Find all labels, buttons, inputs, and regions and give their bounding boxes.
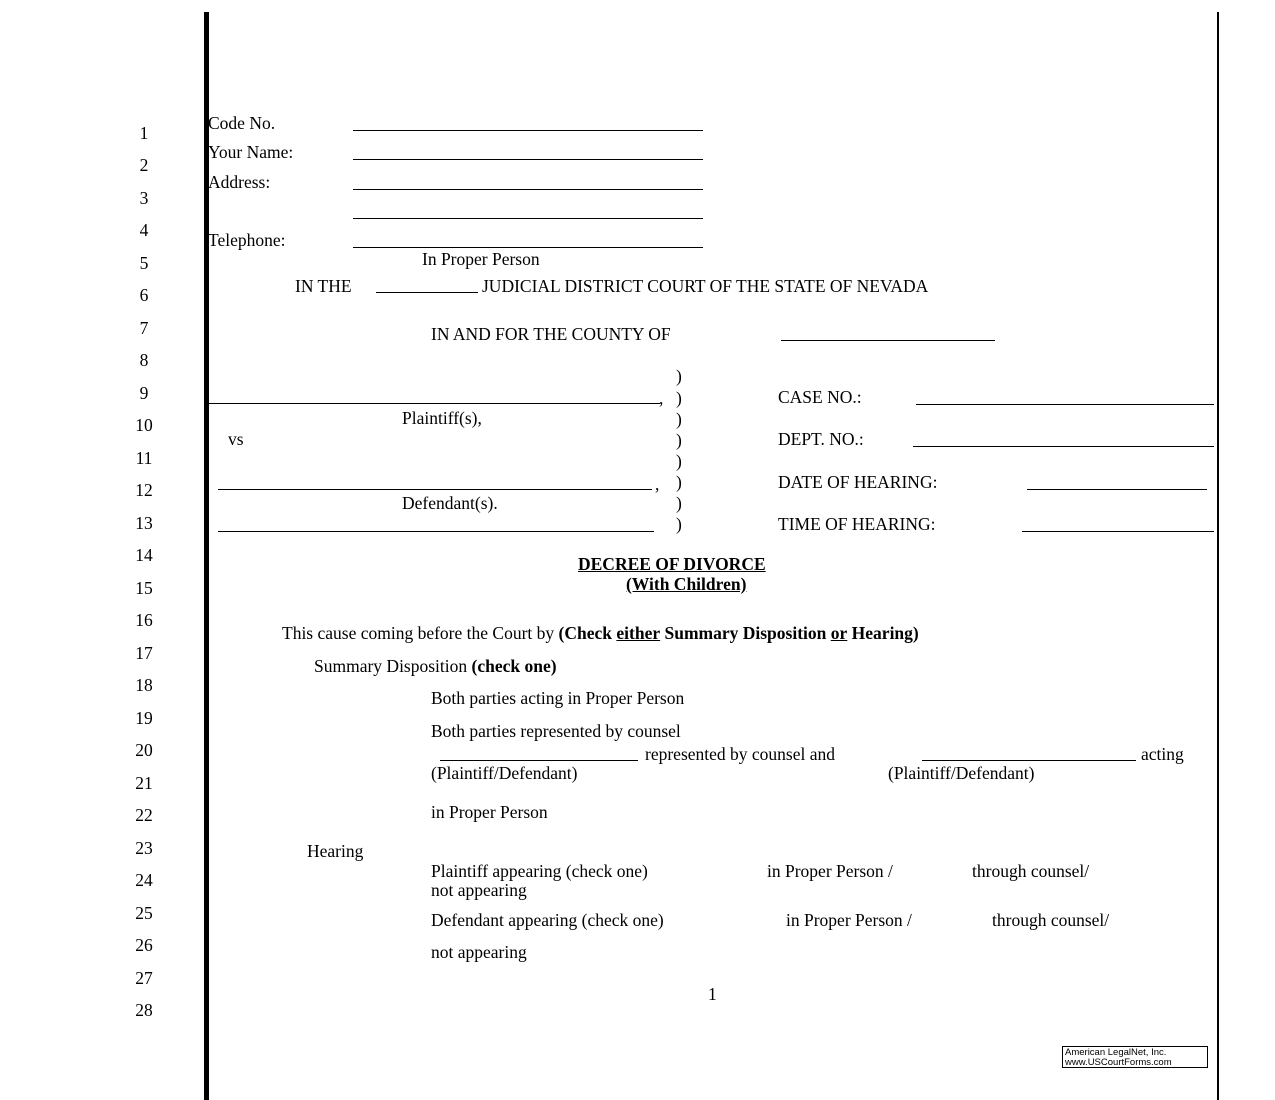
your-name-field[interactable] <box>353 159 703 160</box>
line-number: 9 <box>139 383 149 403</box>
party-represented-field[interactable] <box>440 760 638 761</box>
county-label: IN AND FOR THE COUNTY OF <box>431 324 671 344</box>
check-one-label: (check one) <box>471 656 557 676</box>
intro-text: This cause coming before the Court by <box>282 623 555 643</box>
line-number: 3 <box>139 188 149 208</box>
line-number: 15 <box>135 578 153 598</box>
line-number: 6 <box>139 285 149 305</box>
plaintiff-label: Plaintiff(s), <box>402 408 482 428</box>
caption-comma: , <box>659 388 664 408</box>
case-no-field[interactable] <box>916 404 1214 405</box>
line-number: 16 <box>135 610 153 630</box>
publisher-url: www.USCourtForms.com <box>1065 1057 1172 1068</box>
intro-summary-disposition: Summary Disposition <box>664 623 827 643</box>
defendant-not-appearing-option[interactable]: not appearing <box>431 942 527 962</box>
line-number: 11 <box>135 448 153 468</box>
code-no-label: Code No. <box>208 113 276 133</box>
party-sublabel-2: (Plaintiff/Defendant) <box>888 763 1035 783</box>
defendant-in-proper-person-option[interactable]: in Proper Person / <box>786 910 912 930</box>
caption-paren: ) <box>676 409 682 429</box>
line-number: 23 <box>135 838 153 858</box>
line-number: 20 <box>135 740 153 760</box>
court-heading: JUDICIAL DISTRICT COURT OF THE STATE OF NEVADA <box>482 276 929 296</box>
code-no-field[interactable] <box>353 130 703 131</box>
line-number: 8 <box>139 350 149 370</box>
caption-paren: ) <box>676 451 682 471</box>
option-both-proper-person[interactable]: Both parties acting in Proper Person <box>431 688 685 708</box>
plaintiff-name-field[interactable] <box>208 403 660 404</box>
intro-open: (Check <box>558 623 612 643</box>
plaintiff-through-counsel-option[interactable]: through counsel/ <box>972 861 1090 881</box>
intro-line <box>282 623 919 643</box>
telephone-field[interactable] <box>353 247 703 248</box>
represented-by-counsel-text: represented by counsel and <box>645 744 835 764</box>
plaintiff-not-appearing-option[interactable]: not appearing <box>431 880 527 900</box>
page-number: 1 <box>708 984 717 1004</box>
proper-person-label: In Proper Person <box>422 249 540 269</box>
party-sublabel-1: (Plaintiff/Defendant) <box>431 763 578 783</box>
caption-paren: ) <box>676 472 682 492</box>
defendant-extra-field[interactable] <box>218 531 654 532</box>
line-number: 19 <box>135 708 153 728</box>
line-number: 17 <box>135 643 153 663</box>
line-number: 14 <box>135 545 153 565</box>
line-number: 27 <box>135 968 153 988</box>
caption-paren: ) <box>676 493 682 513</box>
plaintiff-appearing-label: Plaintiff appearing (check one) <box>431 861 648 881</box>
option-both-counsel[interactable]: Both parties represented by counsel <box>431 721 681 741</box>
line-number: 24 <box>135 870 153 890</box>
acting-text: acting <box>1141 744 1184 764</box>
line-number: 12 <box>135 480 153 500</box>
line-number: 28 <box>135 1000 153 1020</box>
party-acting-field[interactable] <box>922 760 1136 761</box>
county-field[interactable] <box>781 340 995 341</box>
summary-disposition-label: Summary Disposition <box>314 656 468 676</box>
intro-either: either <box>616 623 661 643</box>
intro-hearing: Hearing) <box>851 623 919 643</box>
line-number: 18 <box>135 675 153 695</box>
document-title: DECREE OF DIVORCE <box>578 554 766 574</box>
defendant-through-counsel-option[interactable]: through counsel/ <box>992 910 1110 930</box>
caption-paren: ) <box>676 366 682 386</box>
intro-or: or <box>830 623 848 643</box>
line-number: 5 <box>139 253 149 273</box>
dept-no-label: DEPT. NO.: <box>778 429 864 449</box>
publisher-badge <box>1062 1046 1208 1068</box>
line-number: 13 <box>135 513 153 533</box>
defendant-label: Defendant(s). <box>402 493 498 513</box>
in-proper-person-tail: in Proper Person <box>431 802 548 822</box>
defendant-appearing-label: Defendant appearing (check one) <box>431 910 664 930</box>
publisher-name: American LegalNet, Inc. <box>1065 1047 1167 1058</box>
time-of-hearing-label: TIME OF HEARING: <box>778 514 936 534</box>
defendant-name-field[interactable] <box>218 489 652 490</box>
dept-no-field[interactable] <box>913 446 1214 447</box>
date-of-hearing-field[interactable] <box>1027 489 1207 490</box>
your-name-label: Your Name: <box>208 142 294 162</box>
caption-paren: ) <box>676 430 682 450</box>
line-number: 7 <box>139 318 149 338</box>
court-prefix: IN THE <box>295 276 352 296</box>
line-number: 26 <box>135 935 153 955</box>
caption-paren: ) <box>676 514 682 534</box>
address-field-line2[interactable] <box>353 218 703 219</box>
caption-comma: , <box>655 474 660 494</box>
line-number: 1 <box>139 123 149 143</box>
line-number: 2 <box>139 155 149 175</box>
judicial-district-field[interactable] <box>376 292 478 293</box>
line-number: 22 <box>135 805 153 825</box>
right-margin-rule <box>1217 12 1219 1100</box>
case-no-label: CASE NO.: <box>778 387 862 407</box>
line-number: 25 <box>135 903 153 923</box>
caption-paren: ) <box>676 388 682 408</box>
time-of-hearing-field[interactable] <box>1022 531 1214 532</box>
vs-label: vs <box>228 429 244 449</box>
summary-disposition-line[interactable] <box>314 656 557 676</box>
address-field-line1[interactable] <box>353 189 703 190</box>
document-subtitle: (With Children) <box>626 574 747 594</box>
telephone-label: Telephone: <box>208 230 286 250</box>
plaintiff-in-proper-person-option[interactable]: in Proper Person / <box>767 861 893 881</box>
line-number: 10 <box>135 415 153 435</box>
date-of-hearing-label: DATE OF HEARING: <box>778 472 938 492</box>
line-number: 4 <box>139 220 149 240</box>
address-label: Address: <box>208 172 271 192</box>
line-number: 21 <box>135 773 153 793</box>
hearing-option[interactable]: Hearing <box>307 841 364 861</box>
